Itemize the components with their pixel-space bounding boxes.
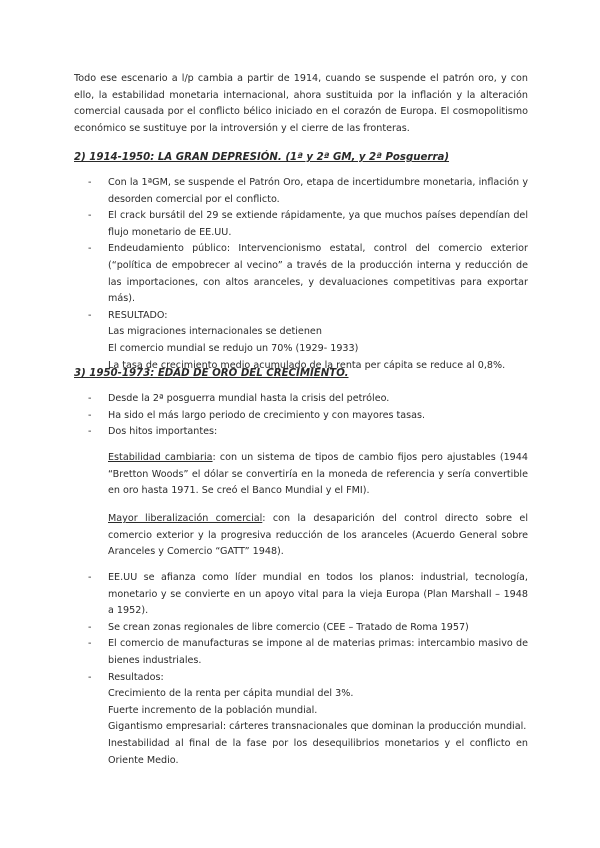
bullet-text: Endeudamiento público: Intervencionismo estatal, control del comercio exterior (“política de empobrecer al vecino” a través de la producción interna y reducción de las importaciones, con altos aranceles, y devaluaciones competitivas para exportar más). [108, 243, 528, 305]
hito-text: : con la desaparición del control directo sobre el comercio exterior y la progresiva reducción de los aranceles (Acuerdo General sobre Aranceles y Comercio “GATT” 1948). [108, 513, 529, 558]
bullet-dash: - [88, 426, 92, 438]
list-item [88, 424, 528, 441]
bullet-text: Dos hitos importantes: [108, 426, 218, 438]
bullet-text: Se crean zonas regionales de libre comercio (CEE – Tratado de Roma 1957) [108, 621, 469, 633]
intro-paragraph: Todo ese escenario a l/p cambia a partir de 1914, cuando se suspende el patrón oro, y con ello, la estabilidad monetaria internacional, ahora sustituida por la inflación y la alteración comercial causada por el conflicto bélico iniciado en el corazón de Europa. El cosmopolitismo económico se sustituye por la introversión y el cierre de las fronteras. [74, 73, 528, 134]
list-item [88, 175, 528, 208]
section-3-heading: 3) 1950-1973: EDAD DE ORO DEL CRECIMIENTO. [74, 368, 349, 379]
list-item [88, 636, 528, 669]
results-line: Fuerte incremento de la población mundial. [108, 704, 318, 716]
bullet-dash: - [88, 177, 92, 188]
bullet-dash: - [88, 409, 92, 421]
list-item [88, 308, 528, 374]
bullet-dash: - [88, 621, 92, 633]
bullet-dash: - [88, 638, 92, 650]
hito-label: Mayor liberalización comercial [108, 513, 263, 524]
list-item [88, 670, 528, 770]
list-item [88, 208, 528, 241]
results-line: Crecimiento de la renta per cápita mundial del 3%. [108, 688, 354, 700]
list-item [88, 241, 528, 307]
bullet-text: Ha sido el más largo periodo de crecimiento y con mayores tasas. [108, 409, 426, 421]
hito-liberalizacion-comercial [108, 511, 528, 561]
result-label: RESULTADO: [108, 309, 168, 321]
list-item [88, 570, 528, 620]
results-line: Inestabilidad al final de la fase por los desequilibrios monetarios y el conflicto en Oriente Medio. [108, 737, 528, 766]
result-line: La tasa de crecimiento medio acumulado de la renta per cápita se reduce al 0,8%. [108, 359, 506, 371]
bullet-text: EE.UU se afianza como líder mundial en todos los planos: industrial, tecnología, monetario y se convierte en un apoyo vital para la vieja Europa (Plan Marshall – 1948 a 1952). [108, 572, 528, 617]
bullet-text: El crack bursátil del 29 se extiende rápidamente, ya que muchos países dependían del flujo monetario de EE.UU. [108, 210, 528, 238]
section-2-bullet-list [88, 175, 528, 374]
result-line: El comercio mundial se redujo un 70% (1929- 1933) [108, 342, 359, 354]
hito-estabilidad-cambiaria [108, 450, 528, 500]
bullet-dash: - [88, 243, 92, 255]
section-2-heading: 2) 1914-1950: LA GRAN DEPRESIÓN. (1ª y 2ª GM, y 2ª Posguerra) [74, 152, 450, 163]
bullet-dash: - [88, 671, 92, 683]
bullet-text: Desde la 2ª posguerra mundial hasta la crisis del petróleo. [108, 393, 390, 404]
bullet-dash: - [88, 572, 92, 583]
bullet-dash: - [88, 210, 92, 222]
list-item [88, 391, 528, 408]
list-item [88, 408, 528, 425]
bullet-dash: - [88, 393, 92, 404]
section-3-bullet-list-a [88, 391, 528, 441]
list-item [88, 620, 528, 637]
hito-label: Estabilidad cambiaria [108, 452, 213, 463]
section-3-bullet-list-b [88, 570, 528, 769]
bullet-dash: - [88, 309, 92, 321]
hito-text: : con un sistema de tipos de cambio fijos pero ajustables (1944 “Bretton Woods” el dólar se convertiría en la moneda de referencia y sería convertible en oro hasta 1971. Se creó el Banco Mundial y el FMI). [108, 452, 528, 497]
result-line: Las migraciones internacionales se detienen [108, 326, 322, 338]
bullet-text: Con la 1ªGM, se suspende el Patrón Oro, etapa de incertidumbre monetaria, inflación y desorden comercial por el conflicto. [108, 177, 528, 205]
results-line: Gigantismo empresarial: cárteres transnacionales que dominan la producción mundial. [108, 721, 527, 733]
bullet-text: El comercio de manufacturas se impone al de materias primas: intercambio masivo de bienes industriales. [108, 638, 528, 666]
results-label: Resultados: [108, 671, 164, 683]
